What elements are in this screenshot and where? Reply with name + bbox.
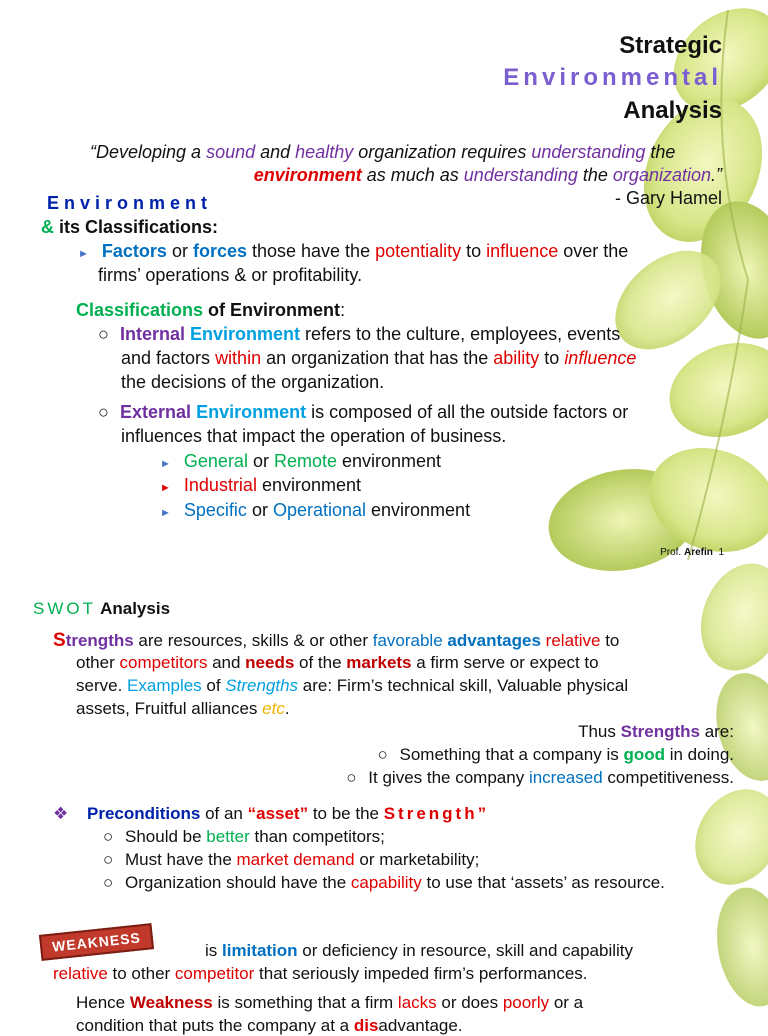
- external-env-line-1: ○ External Environment is composed of all the outside factors or: [98, 402, 629, 422]
- circle-bullet-icon: ○: [377, 745, 388, 764]
- leaf-decoration-icon: [648, 577, 768, 1024]
- triangle-bullet-icon: ►: [160, 507, 171, 519]
- precond-item-1: ○ Should be better than competitors;: [103, 827, 385, 846]
- hence-line-2: condition that puts the company at a disadvantage.: [76, 1016, 463, 1035]
- strengths-line-3: serve. Examples of Strengths are: Firm’s technical skill, Valuable physical: [76, 676, 629, 695]
- preconditions-heading: ❖ Preconditions of an “asset” to be the Strength”: [53, 804, 487, 823]
- circle-bullet-icon: ○: [98, 402, 109, 422]
- internal-env-line-1: ○ Internal Environment refers to the culture, employees, events: [98, 324, 621, 344]
- thus-item-1: ○ Something that a company is good in doing.: [377, 745, 734, 764]
- hence-line-1: Hence Weakness is something that a firm lacks or does poorly or a: [76, 993, 584, 1012]
- slide-swot: [0, 577, 768, 1035]
- precond-item-2: ○ Must have the market demand or marketability;: [103, 850, 480, 869]
- circle-bullet-icon: ○: [103, 850, 114, 869]
- internal-env-line-3: the decisions of the organization.: [121, 372, 385, 392]
- heading-classifications: & its Classifications:: [41, 217, 219, 237]
- internal-env-line-2: and factors within an organization that has the ability to influence: [121, 348, 637, 368]
- swot-heading: SWOT Analysis: [33, 599, 171, 618]
- sub-item-specific: ► Specific or Operational environment: [160, 500, 471, 520]
- quote-line-2: environment as much as understanding the organization.”: [253, 165, 722, 185]
- circle-bullet-icon: ○: [346, 768, 357, 787]
- weakness-stamp: WEAKNESS: [39, 923, 154, 961]
- title-line-1: Strategic: [619, 32, 722, 59]
- triangle-bullet-icon: ►: [160, 458, 171, 470]
- classifications-heading: Classifications of Environment:: [76, 300, 346, 320]
- slide-footer: Prof. Arefin 1: [660, 547, 724, 558]
- weakness-line-1: is limitation or deficiency in resource, skill and capability: [205, 941, 633, 960]
- quote-author: - Gary Hamel: [614, 188, 722, 208]
- strengths-line-2: other competitors and needs of the markets a firm serve or expect to: [76, 653, 599, 672]
- thus-item-2: ○ It gives the company increased competitiveness.: [346, 768, 734, 787]
- title-line-2: Environmental: [503, 64, 722, 91]
- thus-strengths: Thus Strengths are:: [578, 722, 734, 741]
- quote-line-1: “Developing a sound and healthy organization requires understanding the: [90, 142, 676, 162]
- triangle-bullet-icon: ►: [160, 482, 171, 494]
- circle-bullet-icon: ○: [103, 873, 114, 892]
- strengths-line-1: Strengths are resources, skills & or other favorable advantages relative to: [53, 630, 620, 651]
- bullet-factors-line-2: firms’ operations & or profitability.: [98, 265, 363, 285]
- title-line-3: Analysis: [623, 97, 722, 124]
- weakness-line-2: relative to other competitor that seriously impeded firm’s performances.: [53, 964, 588, 983]
- sub-item-industrial: ► Industrial environment: [160, 475, 362, 495]
- heading-environment: Environment: [47, 193, 213, 213]
- strengths-line-4: assets, Fruitful alliances etc.: [76, 699, 290, 718]
- circle-bullet-icon: ○: [103, 827, 114, 846]
- bullet-factors: ► Factors or forces those have the potentiality to influence over the: [78, 241, 629, 261]
- triangle-bullet-icon: ►: [78, 248, 89, 260]
- external-env-line-2: influences that impact the operation of business.: [121, 426, 507, 446]
- circle-bullet-icon: ○: [98, 324, 109, 344]
- sub-item-general: ► General or Remote environment: [160, 451, 442, 471]
- diamond-bullet-icon: ❖: [53, 804, 69, 823]
- precond-item-3: ○ Organization should have the capability to use that ‘assets’ as resource.: [103, 873, 665, 892]
